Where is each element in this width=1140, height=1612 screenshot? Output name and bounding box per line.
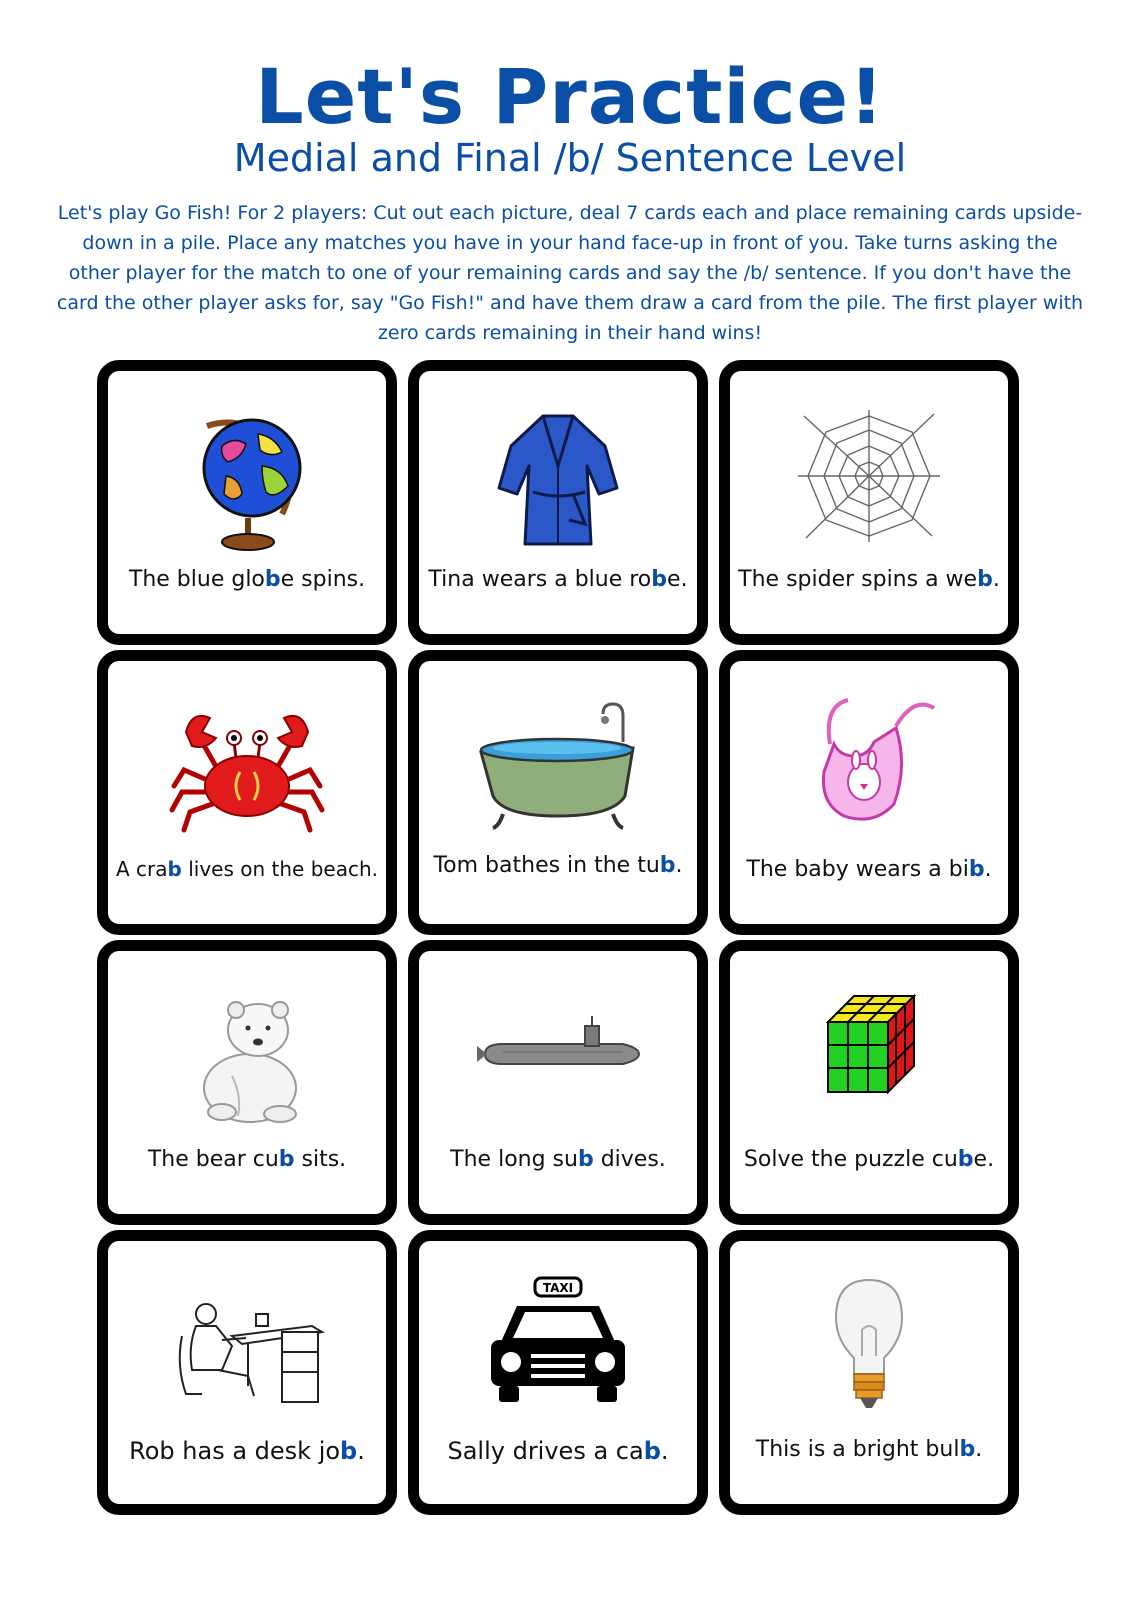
- bib-icon: [784, 686, 954, 846]
- card-sentence: The long sub dives.: [450, 1147, 666, 1172]
- svg-text:TAXI: TAXI: [542, 1281, 574, 1295]
- card-sentence: The spider spins a web.: [738, 567, 1000, 592]
- submarine-icon: [473, 976, 643, 1136]
- card-cube: [719, 940, 1019, 1225]
- card-job: [97, 1230, 397, 1515]
- card-tub: [408, 650, 708, 935]
- card-crab: [97, 650, 397, 935]
- card-cab: [408, 1230, 708, 1515]
- bathtub-icon: [473, 686, 643, 846]
- globe-icon: [162, 396, 332, 556]
- page-title: Let's Practice!: [255, 52, 885, 141]
- card-sentence: The bear cub sits.: [147, 1147, 347, 1172]
- instructions-text: Let's play Go Fish! For 2 players: Cut out each picture, deal 7 cards each and place remaining cards upside-down in a pile. Place any matches you have in your hand face-up in front of you. Take turns asking the other player for the match to one of your remaining cards and say the /b/ sentence. If you don't have the card the other player asks for, say "Go Fish!" and have them draw a card from the pile. The first player with zero cards remaining in their hand wins!: [56, 202, 1084, 344]
- card-sentence: A crab lives on the beach.: [116, 857, 378, 881]
- card-robe: [408, 360, 708, 645]
- card-bib: [719, 650, 1019, 935]
- page-subtitle: Medial and Final /b/ Sentence Level: [233, 136, 907, 180]
- card-sentence: The blue globe spins.: [128, 567, 366, 592]
- card-sentence: Rob has a desk job.: [129, 1437, 365, 1465]
- robe-icon: [473, 396, 643, 556]
- card-globe: [97, 360, 397, 645]
- desk-job-icon: [162, 1266, 332, 1426]
- card-sentence: Tina wears a blue robe.: [428, 567, 688, 592]
- crab-icon: [162, 686, 332, 846]
- light-bulb-icon: [784, 1266, 954, 1426]
- spider-web-icon: [784, 396, 954, 556]
- card-cub: [97, 940, 397, 1225]
- card-sentence: Sally drives a cab.: [447, 1437, 669, 1465]
- taxi-cab-icon: [473, 1266, 643, 1426]
- card-sentence: Solve the puzzle cube.: [743, 1147, 995, 1172]
- card-sentence: The baby wears a bib.: [746, 857, 992, 882]
- card-sentence: Tom bathes in the tub.: [433, 853, 683, 878]
- puzzle-cube-icon: [784, 976, 954, 1136]
- card-sub: [408, 940, 708, 1225]
- polar-bear-cub-icon: [162, 976, 332, 1136]
- card-web: [719, 360, 1019, 645]
- card-bulb: [719, 1230, 1019, 1515]
- card-sentence: This is a bright bulb.: [755, 1437, 983, 1462]
